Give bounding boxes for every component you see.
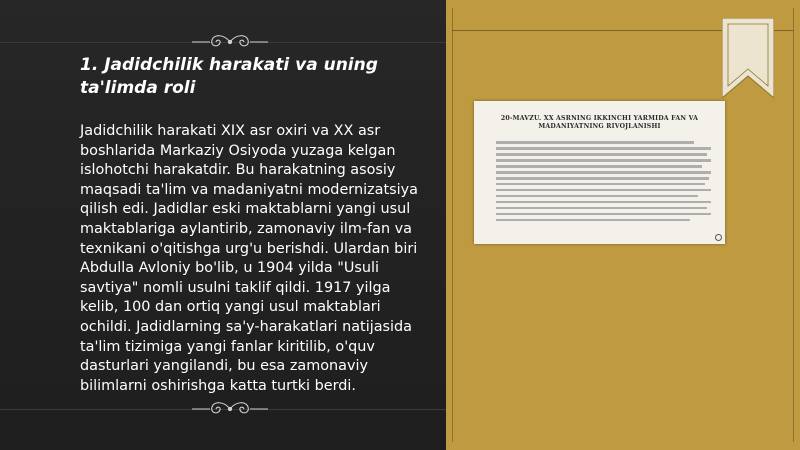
- document-heading: 20-MAVZU. XX ASRNING IKKINCHI YARMIDA FAN VA MADANIYATNING RIVOJLANISHI: [500, 115, 699, 130]
- document-image: [474, 101, 725, 244]
- slide-title: 1. Jadidchilik harakati va uning ta'limda roli: [80, 55, 378, 98]
- flourish-ornament-icon: [190, 30, 270, 54]
- flourish-ornament-icon: [190, 397, 270, 421]
- slide-body-text: Jadidchilik harakati XIX asr oxiri va XX asr boshlarida Markaziy Osiyoda yuzaga kelgan islohotchi harakatdir. Bu harakatning asosiy maqsadi ta'lim va madaniyatni modernizatsiya qilish edi. Jadidlar eski maktablarni yangi usul maktablariga aylantirib, zamonaviy ilm-fan va texnikani o'qitishga urg'u berishdi. Ulardan biri Abdulla Avloniy bo'lib, u 1904 yilda "Usuli savtiya" nomli usulni taklif qildi. 1917 yilga kelib, 100 dan ortiq yangi usul maktablari ochildi. Jadidlarning sa'y-harakatlari natijasida ta'lim tizimiga yangi fanlar kiritilib, o'quv dasturlari yangilandi, bu esa zamonaviy bilimlarni oshirishga katta turtki berdi.: [80, 123, 418, 394]
- bookmark-ribbon-icon: [722, 18, 774, 98]
- document-text-lines: [496, 141, 711, 225]
- page-corner-icon: [715, 234, 722, 241]
